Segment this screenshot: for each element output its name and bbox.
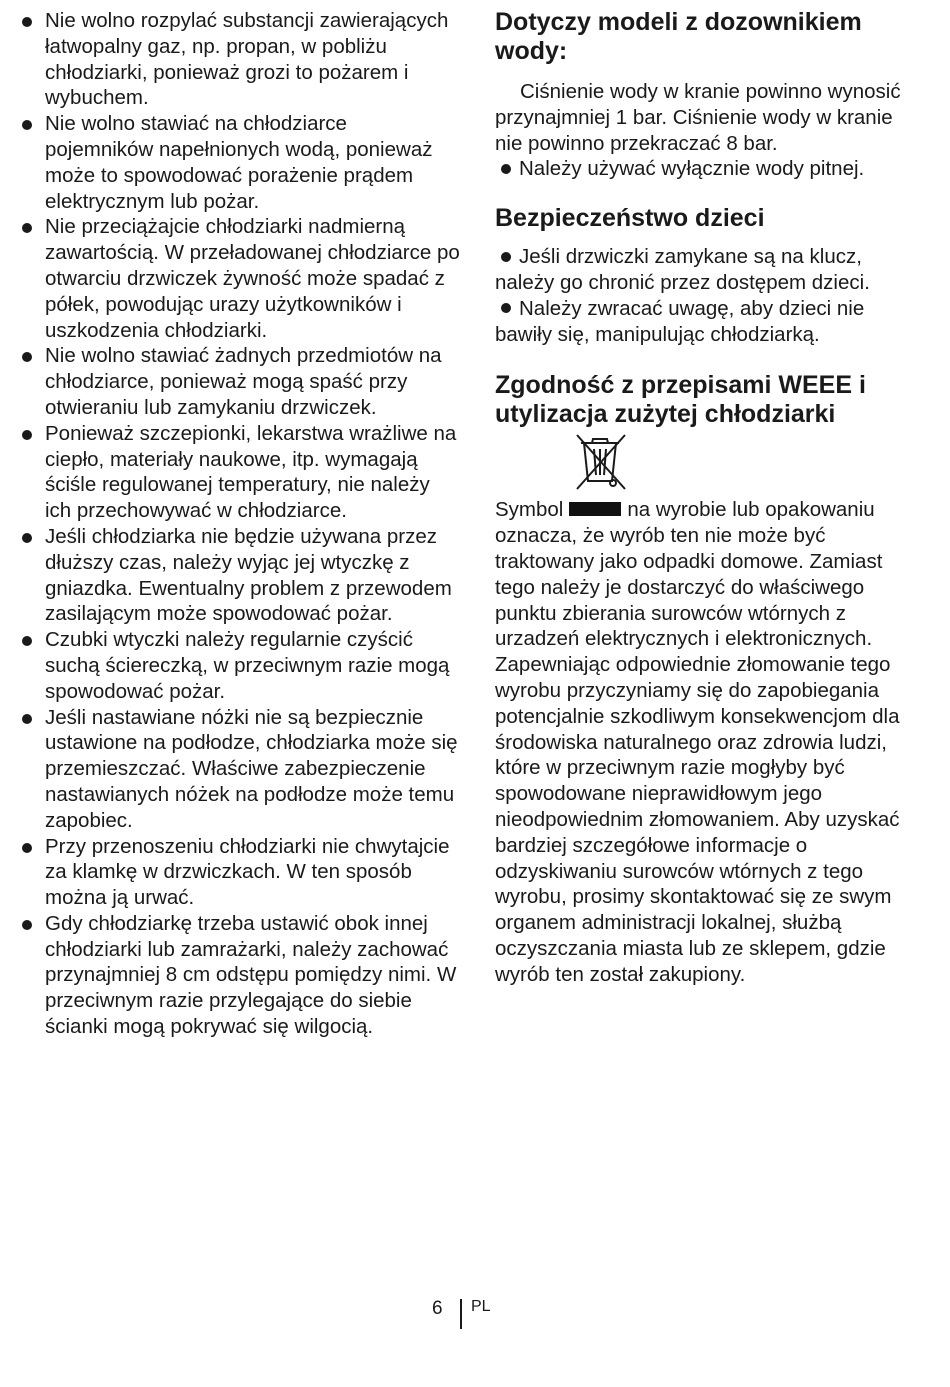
bullet-dot-icon bbox=[501, 252, 511, 262]
list-item-text: Gdy chłodziarkę trzeba ustawić obok innej chłodziarki lub zamrażarki, należy zachować przynajmniej 8 cm odstępu pomiędzy nimi. W przeciwnym razie przylegające do siebie ścianki mogą pokrywać się wilgocią. bbox=[45, 911, 457, 1039]
list-item-text: Jeśli drzwiczki zamykane są na klucz, należy go chronić przez dostępem dzieci. bbox=[495, 245, 870, 294]
symbol-word: Symbol bbox=[495, 498, 564, 522]
list-item-text: Nie wolno stawiać na chłodziarce pojemników napełnionych wodą, ponieważ może to spowodować porażenie prądem elektrycznym lub pożar. bbox=[45, 112, 433, 213]
water-dispenser-section bbox=[495, 8, 915, 182]
list-item-text: Nie wolno rozpylać substancji zawierających łatwopalny gaz, np. propan, w pobliżu chłodziarki, ponieważ grozi to pożarem i wybuchem. bbox=[45, 9, 449, 110]
list-item-text: Należy zwracać uwagę, aby dzieci nie bawiły się, manipulując chłodziarką. bbox=[495, 296, 865, 346]
bullet-dot-icon bbox=[501, 164, 511, 174]
bullet-dot-icon bbox=[22, 120, 32, 130]
bullet-dot-icon bbox=[22, 920, 32, 930]
list-item bbox=[20, 705, 460, 834]
page-number: 6 bbox=[432, 1298, 443, 1319]
list-item-text: Przy przenoszeniu chłodziarki nie chwytajcie za klamkę w drzwiczkach. W ten sposób można ją urwać. bbox=[45, 834, 450, 910]
list-item-text: Nie wolno stawiać żadnych przedmiotów na chłodziarce, ponieważ mogą spaść przy otwieraniu lub zamykaniu drzwiczek. bbox=[45, 344, 442, 419]
child-safety-section bbox=[495, 204, 915, 347]
crossed-out-wheelie-bin-icon bbox=[573, 429, 629, 491]
list-item-text: Jeśli chłodziarka nie będzie używana przez dłuższy czas, należy wyjąc jej wtyczkę z gniazdka. Ewentualny problem z przewodem zasilającym może spowodować pożar. bbox=[45, 524, 452, 626]
list-item bbox=[20, 524, 460, 627]
safety-bullet-list bbox=[20, 8, 460, 1040]
bullet-dot-icon bbox=[22, 223, 32, 233]
left-column bbox=[20, 8, 460, 1040]
list-item bbox=[20, 8, 460, 111]
weee-heading: Zgodność z przepisami WEEE i utylizacja zużytej chłodziarki bbox=[495, 371, 866, 429]
weee-text: na wyrobie lub opakowaniu oznacza, że wyrób ten nie może być traktowany jako odpadki domowe. Zamiast tego należy je dostarczyć do właściwego punktu zbierania surowców wtórnych z urzadzeń elektrycznych i elektronicznych. Zapewniając odpowiednie złomowanie tego wyrobu przyczyniamy się do zapobiegania potencjalnie szkodliwym konsekwencjom dla środowiska naturalnego oraz zdrowia ludzi, które w przeciwnym razie mogłyby być spowodowane nieprawidłowym jego nieodpowiednim złomowaniem. Aby uzyskać bardziej szczegółowe informacje o odzyskiwaniu surowców wtórnych z tego wyrobu, prosimy skontaktować się ze swym organem administracji lokalnej, służbą oczyszczania miasta lub ze sklepem, gdzie wyrób ten został zakupiony. bbox=[495, 498, 900, 986]
weee-marking-bar-icon bbox=[569, 502, 621, 516]
child-safety-heading: Bezpieczeństwo dzieci bbox=[495, 204, 765, 233]
water-bullet bbox=[495, 156, 915, 182]
weee-symbol-area bbox=[495, 429, 915, 491]
water-section-heading: Dotyczy modeli z dozownikiem wody: bbox=[495, 8, 862, 65]
water-bullet-text: Należy używać wyłącznie wody pitnej. bbox=[519, 157, 865, 181]
list-item-text: Nie przeciążajcie chłodziarki nadmierną zawartością. W przeładowanej chłodziarce po otwarciu drzwiczek żywność może spadać z półek, powodując urazy użytkowników i uszkodzenia chłodziarki. bbox=[45, 215, 460, 342]
weee-paragraph bbox=[495, 497, 915, 987]
language-code: PL bbox=[471, 1298, 491, 1315]
list-item bbox=[20, 834, 460, 911]
list-item bbox=[495, 296, 915, 348]
right-column bbox=[495, 8, 915, 988]
list-item bbox=[20, 214, 460, 343]
list-item-text: Jeśli nastawiane nóżki nie są bezpiecznie ustawione na podłodze, chłodziarka może się przemieszczać. Właściwe zabezpieczenie nastawianych nóżek na podłodze może temu zapobiec. bbox=[45, 705, 458, 832]
bullet-dot-icon bbox=[501, 303, 511, 313]
bullet-dot-icon bbox=[22, 636, 32, 646]
bullet-dot-icon bbox=[22, 843, 32, 853]
bullet-dot-icon bbox=[22, 17, 32, 27]
weee-section bbox=[495, 371, 915, 987]
list-item bbox=[20, 111, 460, 214]
bullet-dot-icon bbox=[22, 430, 32, 440]
bullet-dot-icon bbox=[22, 533, 32, 543]
list-item bbox=[20, 343, 460, 420]
list-item bbox=[20, 421, 460, 524]
bullet-dot-icon bbox=[22, 352, 32, 362]
list-item bbox=[20, 911, 460, 1040]
list-item-text: Czubki wtyczki należy regularnie czyścić suchą ściereczką, w przeciwnym razie mogą spowodować pożar. bbox=[45, 628, 450, 703]
list-item bbox=[20, 627, 460, 704]
bullet-dot-icon bbox=[22, 714, 32, 724]
page-footer bbox=[0, 1295, 950, 1335]
water-pressure-text: Ciśnienie wody w kranie powinno wynosić przynajmniej 1 bar. Ciśnienie wody w kranie nie powinno przekraczać 8 bar. bbox=[495, 80, 901, 155]
list-item bbox=[495, 244, 915, 296]
list-item-text: Ponieważ szczepionki, lekarstwa wrażliwe na ciepło, materiały naukowe, itp. wymagają ściśle regulowanej temperatury, nie należy ich przechowywać w chłodziarce. bbox=[45, 421, 457, 523]
footer-divider bbox=[460, 1299, 462, 1329]
